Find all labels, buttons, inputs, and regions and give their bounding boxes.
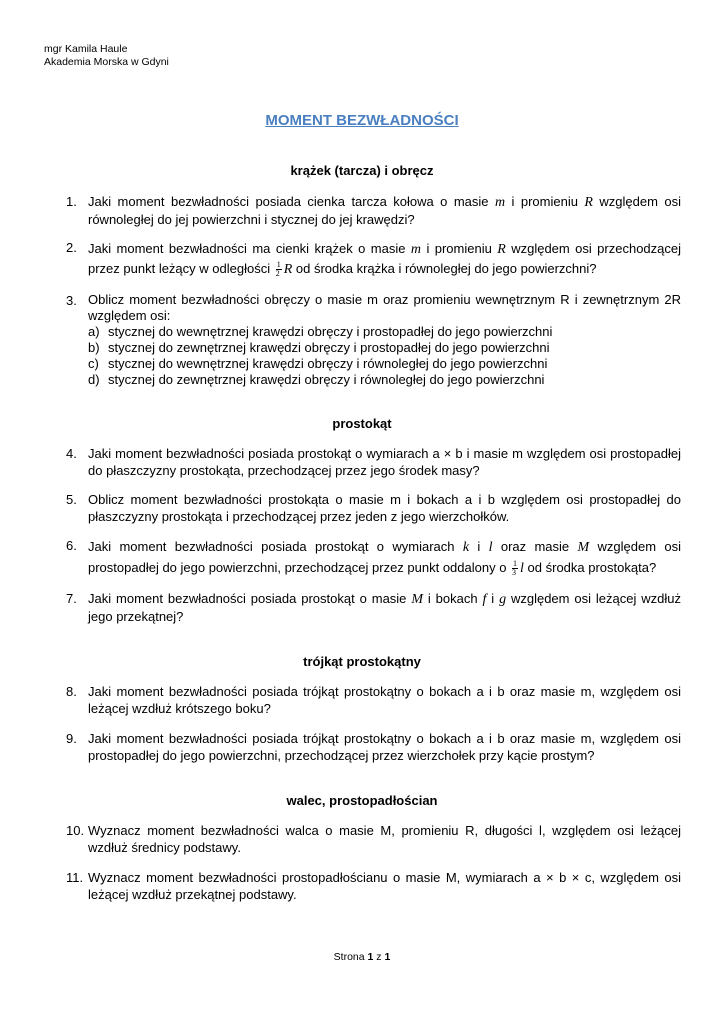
question-9 — [66, 730, 681, 764]
question-text: Jaki moment bezwładności posiada trójkąt prostokątny o bokach a i b oraz masie m, względem osi leżącej wzdłuż krótszego boku? — [88, 684, 681, 716]
page-header — [44, 43, 169, 69]
question-10 — [66, 822, 681, 856]
list-item: b) stycznej do zewnętrznej krawędzi obręczy i prostopadłej do jego powierzchni — [88, 340, 550, 355]
question-text: Wyznacz moment bezwładności prostopadłościanu o masie M, wymiarach a × b × c, względem osi leżącej wzdłuż przekątnej podstawy. — [88, 870, 681, 902]
question-7 — [66, 590, 681, 625]
question-5 — [66, 491, 681, 525]
question-11 — [66, 869, 681, 903]
question-number: 9. — [66, 731, 77, 746]
section-heading-rectangle: prostokąt — [332, 416, 392, 431]
list-item: c) stycznej do wewnętrznej krawędzi obręczy i równoległej do jego powierzchni — [88, 356, 548, 371]
list-item: a) stycznej do wewnętrznej krawędzi obręczy i prostopadłej do jego powierzchni — [88, 324, 553, 339]
question-number: 6. — [66, 538, 77, 553]
question-number: 5. — [66, 492, 77, 507]
list-item: d) stycznej do zewnętrznej krawędzi obręczy i równoległej do jego powierzchni — [88, 372, 545, 387]
institution: Akademia Morska w Gdyni — [44, 56, 169, 68]
page-title: MOMENT BEZWŁADNOŚCI — [265, 112, 459, 129]
question-1 — [66, 193, 681, 228]
author: mgr Kamila Haule — [44, 43, 128, 55]
question-number: 3. — [66, 293, 77, 308]
question-text: Jaki moment bezwładności posiada cienka tarcza kołowa o masie m i promieniu R względem osi równoległej do jej powierzchni i stycznej do jej krawędzi? — [88, 194, 681, 227]
question-text: Oblicz moment bezwładności prostokąta o masie m i bokach a i b względem osi prostopadłej do płaszczyzny prostokąta i przechodzącej przez jeden z jego wierzchołków. — [88, 492, 681, 524]
question-2 — [66, 239, 681, 279]
fraction: $\frac{1}{2}$ — [275, 260, 281, 279]
question-number: 4. — [66, 446, 77, 461]
question-number: 1. — [66, 194, 77, 209]
question-number: 8. — [66, 684, 77, 699]
question-number: 7. — [66, 591, 77, 606]
fraction: $\frac{1}{3}$ — [512, 559, 518, 578]
question-8 — [66, 683, 681, 717]
question-text: Wyznacz moment bezwładności walca o masie M, promieniu R, długości l, względem osi leżącej wzdłuż średnicy podstawy. — [88, 823, 681, 855]
page-total: 1 — [384, 951, 391, 963]
section-heading-cylinder: walec, prostopadłościan — [286, 793, 438, 808]
question-number: 11. — [66, 870, 84, 885]
question-text: Jaki moment bezwładności posiada prostokąt o wymiarach k i l oraz masie M względem osi prostopadłej do jego powierzchni, przechodzącej przez punkt oddalony o $\frac{1}{3}$ l od środka prostokąta? — [88, 539, 681, 578]
page-number: 1 — [367, 951, 374, 963]
page-footer: Strona 1 z 1 — [333, 951, 391, 963]
sub-list — [88, 324, 681, 388]
question-number: 10. — [66, 823, 85, 838]
question-number: 2. — [66, 240, 77, 255]
question-text: Jaki moment bezwładności posiada prostokąt o wymiarach a × b i masie m względem osi prostopadłej do płaszczyzny prostokąta, przechodzącej przez jego środek masy? — [88, 446, 681, 478]
section-heading-triangle: trójkąt prostokątny — [303, 654, 421, 669]
section-heading-disc: krążek (tarcza) i obręcz — [290, 163, 434, 178]
question-text: Jaki moment bezwładności posiada prostokąt o masie M i bokach f i g względem osi leżącej wzdłuż jego przekątnej? — [88, 591, 681, 624]
question-6 — [66, 537, 681, 579]
question-text: Jaki moment bezwładności ma cienki krążek o masie m i promieniu R względem osi przechodzącej przez punkt leżący w odległości $\frac{1}{2}$ R od środka krążka i równoległej do jego powierzchni? — [88, 241, 681, 279]
question-4 — [66, 445, 681, 479]
question-text: Oblicz moment bezwładności obręczy o masie m oraz promieniu wewnętrznym R i zewnętrznym 2R względem osi: — [88, 292, 681, 323]
question-3 — [66, 292, 681, 388]
question-text: Jaki moment bezwładności posiada trójkąt prostokątny o bokach a i b oraz masie m, względem osi prostopadłej do jego powierzchni, przechodzącej przez wierzchołek przy kącie prostym? — [88, 731, 681, 763]
